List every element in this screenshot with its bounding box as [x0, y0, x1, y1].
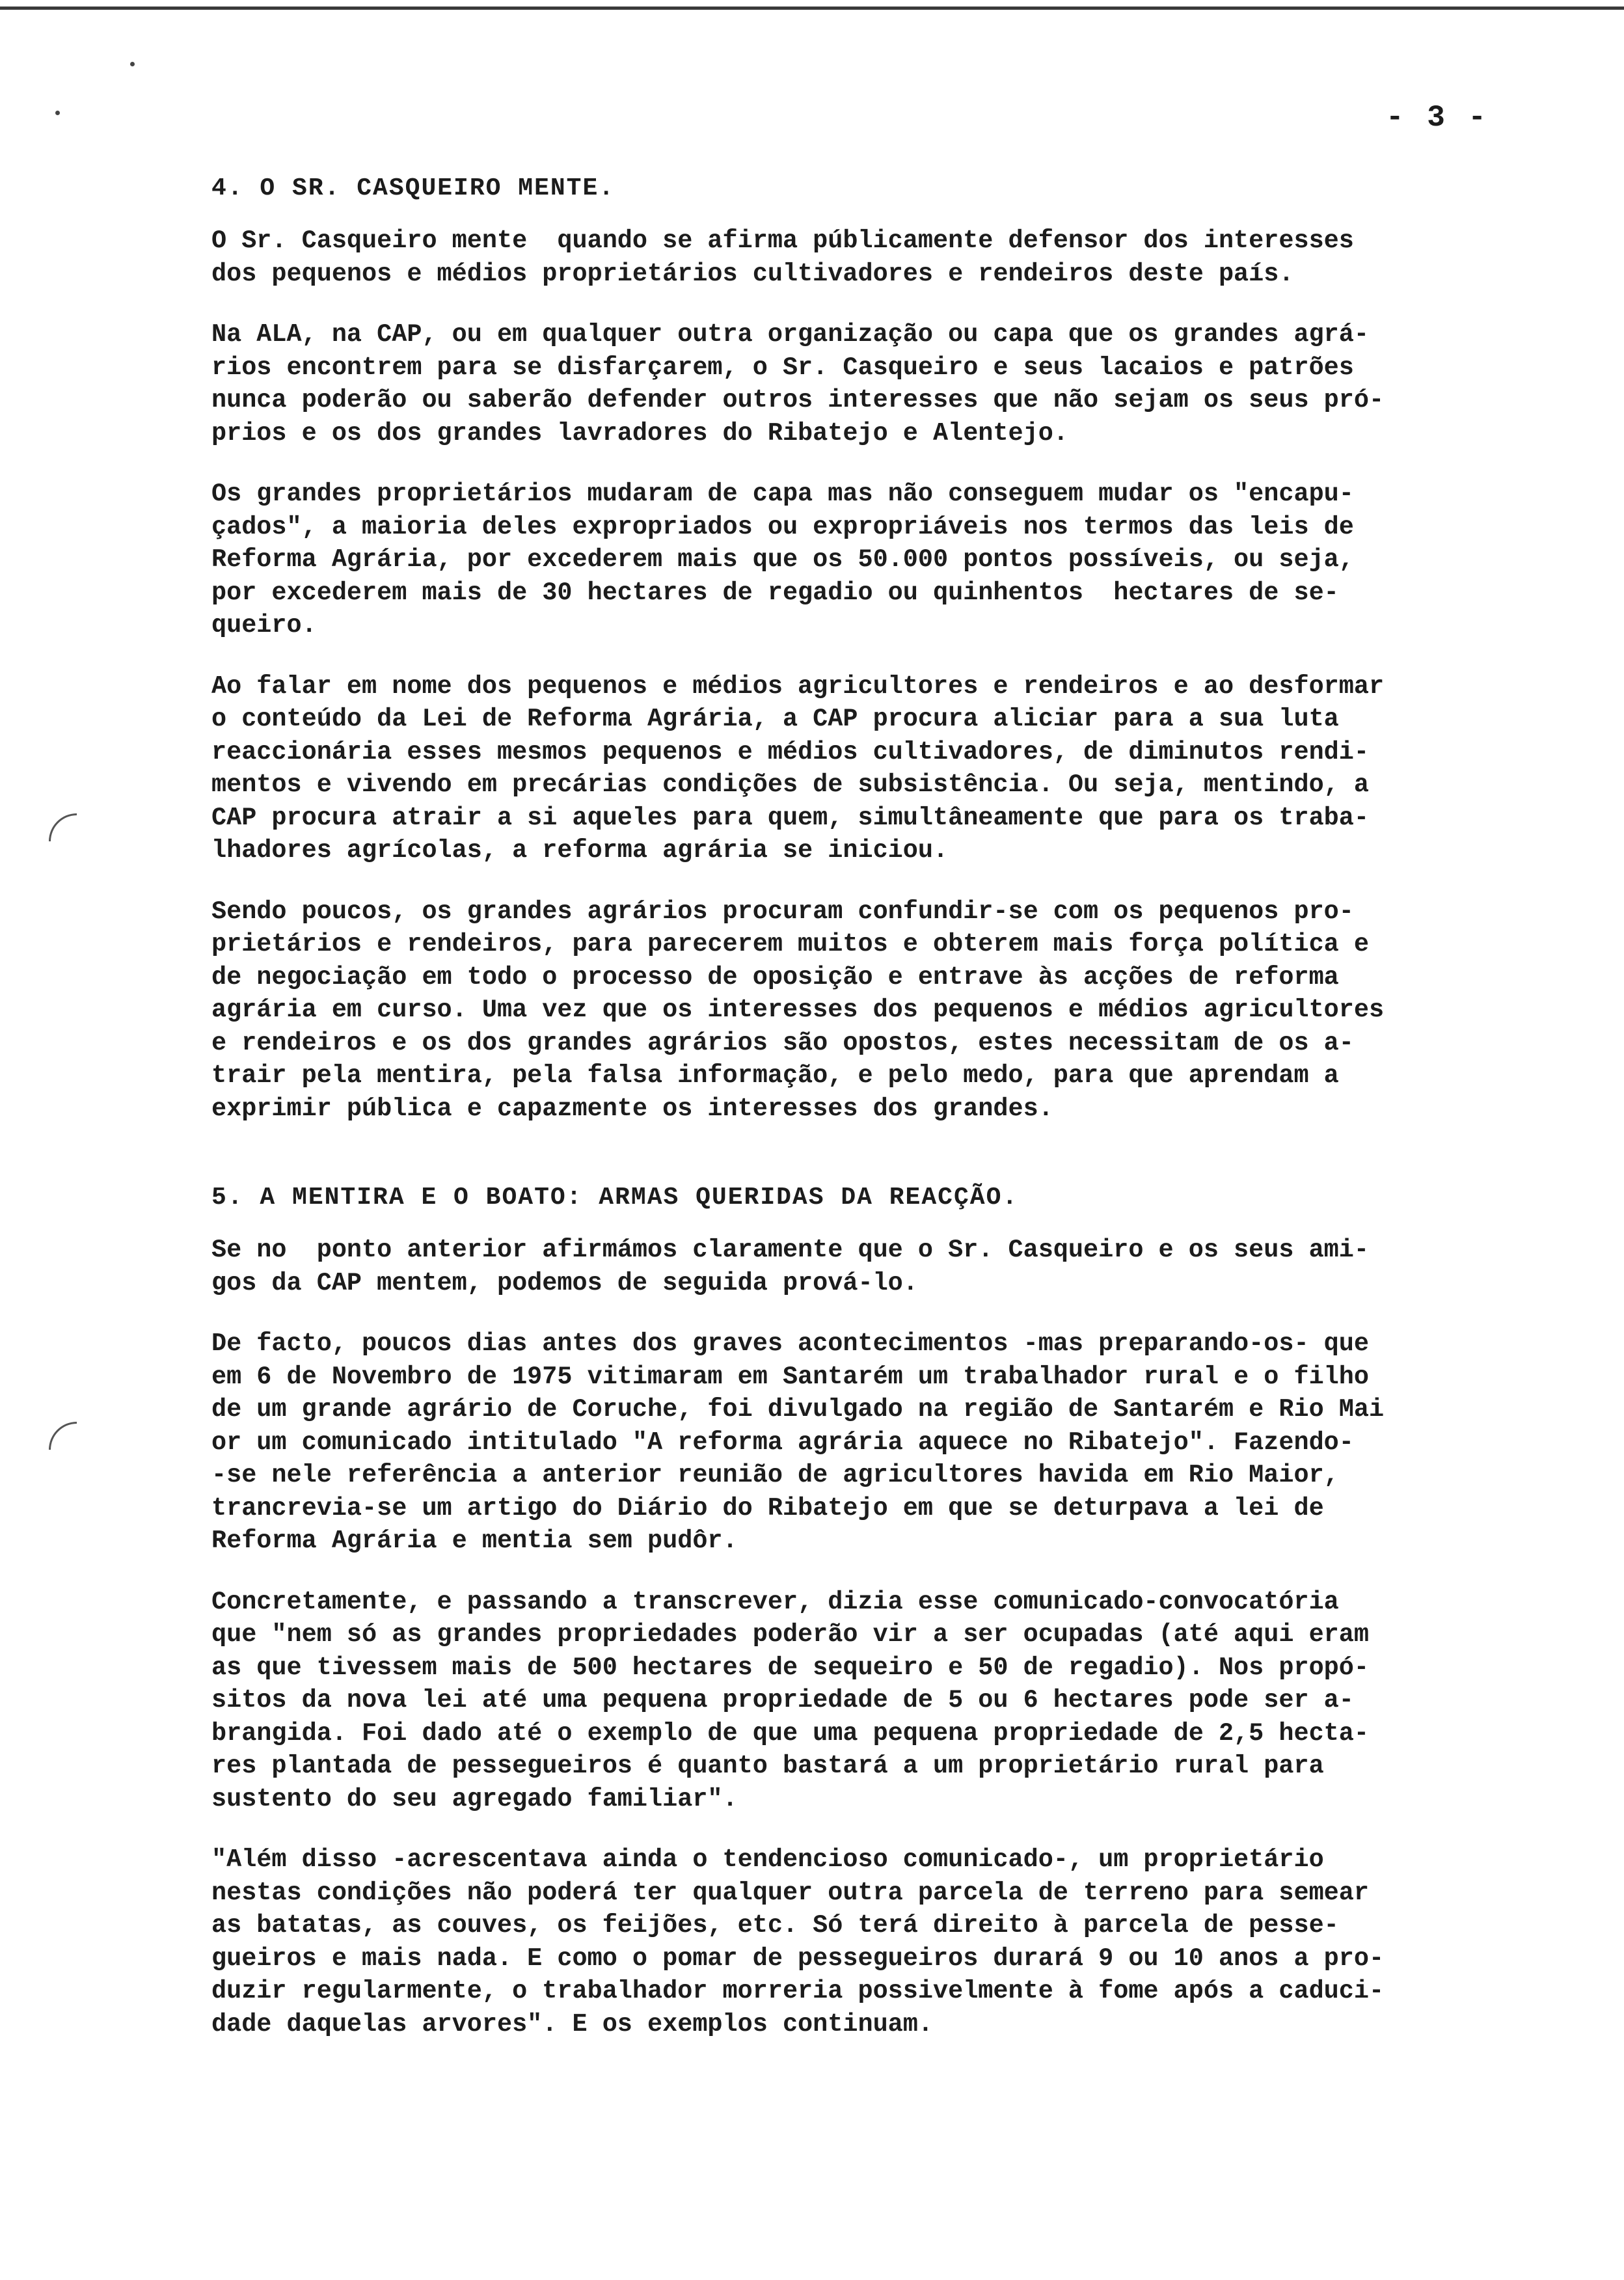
punch-hole-mark-lower — [49, 1422, 77, 1450]
text-line: Ao falar em nome dos pequenos e médios agricultores e rendeiros e ao desformar — [211, 672, 1385, 701]
text-line: CAP procura atrair a si aqueles para quem, simultâneamente que para os traba- — [211, 803, 1369, 832]
page-number: - 3 - — [1386, 101, 1489, 135]
text-line: prietários e rendeiros, para parecerem muitos e obterem mais força política e — [211, 930, 1369, 958]
text-line: brangida. Foi dado até o exemplo de que uma pequena propriedade de 2,5 hecta- — [211, 1718, 1369, 1748]
text-line: agrária em curso. Uma vez que os interesses dos pequenos e médios agricultores — [211, 996, 1385, 1024]
text-line: Reforma Agrária, por excederem mais que os 50.000 pontos possíveis, ou seja, — [211, 545, 1354, 574]
text-line: Se no ponto anterior afirmámos claramente que o Sr. Casqueiro e os seus ami- — [211, 1236, 1369, 1264]
text-line: Concretamente, e passando a transcrever, dizia esse comunicado-convocatória — [211, 1587, 1339, 1616]
paragraph — [211, 1327, 1591, 1558]
text-line: dos pequenos e médios proprietários cultivadores e rendeiros deste país. — [211, 259, 1294, 288]
text-line: sitos da nova lei até uma pequena propriedade de 5 ou 6 hectares pode ser a- — [211, 1686, 1354, 1715]
text-line: rios encontrem para se disfarçarem, o Sr. Casqueiro e seus lacaios e patrões — [211, 353, 1354, 382]
text-line: Reforma Agrária e mentia sem pudôr. — [211, 1527, 738, 1555]
text-line: prios e os dos grandes lavradores do Ribatejo e Alentejo. — [211, 418, 1068, 448]
text-line: e rendeiros e os dos grandes agrários são opostos, estes necessitam de os a- — [211, 1028, 1354, 1057]
section-heading: 4. O SR. CASQUEIRO MENTE. — [211, 174, 616, 202]
text-line: trancrevia-se um artigo do Diário do Ribatejo em que se deturpava a lei de — [211, 1493, 1324, 1523]
text-line: trair pela mentira, pela falsa informação, e pelo medo, para que aprendam a — [211, 1061, 1339, 1090]
text-line: -se nele referência a anterior reunião de agricultores havida em Rio Maior, — [211, 1461, 1339, 1489]
section-gap — [211, 1153, 1591, 1182]
paragraph — [211, 895, 1591, 1126]
text-line: exprimir pública e capazmente os interesses dos grandes. — [211, 1094, 1053, 1123]
top-rule — [0, 7, 1624, 10]
text-line: as batatas, as couves, os feijões, etc. Só terá direito à parcela de pesse- — [211, 1911, 1339, 1940]
paragraph — [211, 670, 1591, 867]
text-line: dade daquelas arvores". E os exemplos continuam. — [211, 2009, 933, 2039]
text-line: reaccionária esses mesmos pequenos e médios cultivadores, de diminutos rendi- — [211, 737, 1369, 767]
text-line: nunca poderão ou saberão defender outros interesses que não sejam os seus pró- — [211, 386, 1385, 414]
text-line: gos da CAP mentem, podemos de seguida prová-lo. — [211, 1268, 918, 1297]
text-line: Sendo poucos, os grandes agrários procuram confundir-se com os pequenos pro- — [211, 897, 1354, 926]
paragraph — [211, 224, 1591, 290]
text-line: Os grandes proprietários mudaram de capa mas não conseguem mudar os "encapu- — [211, 480, 1354, 508]
text-line: mentos e vivendo em precárias condições de subsistência. Ou seja, mentindo, a — [211, 770, 1369, 799]
text-line: queiro. — [211, 611, 317, 640]
text-line: Na ALA, na CAP, ou em qualquer outra organização ou capa que os grandes agrá- — [211, 320, 1369, 349]
text-line: em 6 de Novembro de 1975 vitimaram em Santarém um trabalhador rural e o filho — [211, 1362, 1369, 1391]
paragraph — [211, 1234, 1591, 1299]
text-line: res plantada de pessegueiros é quanto bastará a um proprietário rural para — [211, 1752, 1324, 1780]
text-line: duzir regularmente, o trabalhador morreria possivelmente à fome após a caduci- — [211, 1977, 1385, 2005]
text-line: O Sr. Casqueiro mente quando se afirma públicamente defensor dos interesses — [211, 226, 1354, 255]
text-line: que "nem só as grandes propriedades poderão vir a ser ocupadas (até aqui eram — [211, 1620, 1369, 1649]
text-line: o conteúdo da Lei de Reforma Agrária, a CAP procura aliciar para a sua luta — [211, 705, 1339, 733]
punch-hole-mark-upper — [49, 813, 77, 841]
text-line: de um grande agrário de Coruche, foi divulgado na região de Santarém e Rio Mai — [211, 1395, 1385, 1424]
text-line: sustento do seu agregado familiar". — [211, 1784, 738, 1813]
text-line: De facto, poucos dias antes dos graves acontecimentos -mas preparando-os- que — [211, 1329, 1369, 1358]
document-body — [211, 172, 1591, 2069]
paragraph — [211, 318, 1591, 450]
text-line: gueiros e mais nada. E como o pomar de pessegueiros durará 9 ou 10 anos a pro- — [211, 1944, 1385, 1973]
text-line: "Além disso -acrescentava ainda o tendencioso comunicado-, um proprietário — [211, 1845, 1324, 1874]
paragraph — [211, 1843, 1591, 2041]
text-line: nestas condições não poderá ter qualquer outra parcela de terreno para semear — [211, 1878, 1369, 1907]
stray-speck — [55, 111, 60, 115]
text-line: por excederem mais de 30 hectares de regadio ou quinhentos hectares de se- — [211, 578, 1339, 607]
text-line: as que tivessem mais de 500 hectares de sequeiro e 50 de regadio). Nos propó- — [211, 1653, 1369, 1682]
text-line: çados", a maioria deles expropriados ou expropriáveis nos termos das leis de — [211, 512, 1354, 541]
paragraph — [211, 1586, 1591, 1816]
paragraph — [211, 478, 1591, 642]
section-heading: 5. A MENTIRA E O BOATO: ARMAS QUERIDAS DA REACÇÃO. — [211, 1184, 1019, 1212]
text-line: or um comunicado intitulado "A reforma agrária aquece no Ribatejo". Fazendo- — [211, 1428, 1354, 1457]
text-line: lhadores agrícolas, a reforma agrária se iniciou. — [211, 836, 949, 865]
text-line: de negociação em todo o processo de oposição e entrave às acções de reforma — [211, 962, 1339, 992]
stray-speck — [130, 62, 135, 66]
